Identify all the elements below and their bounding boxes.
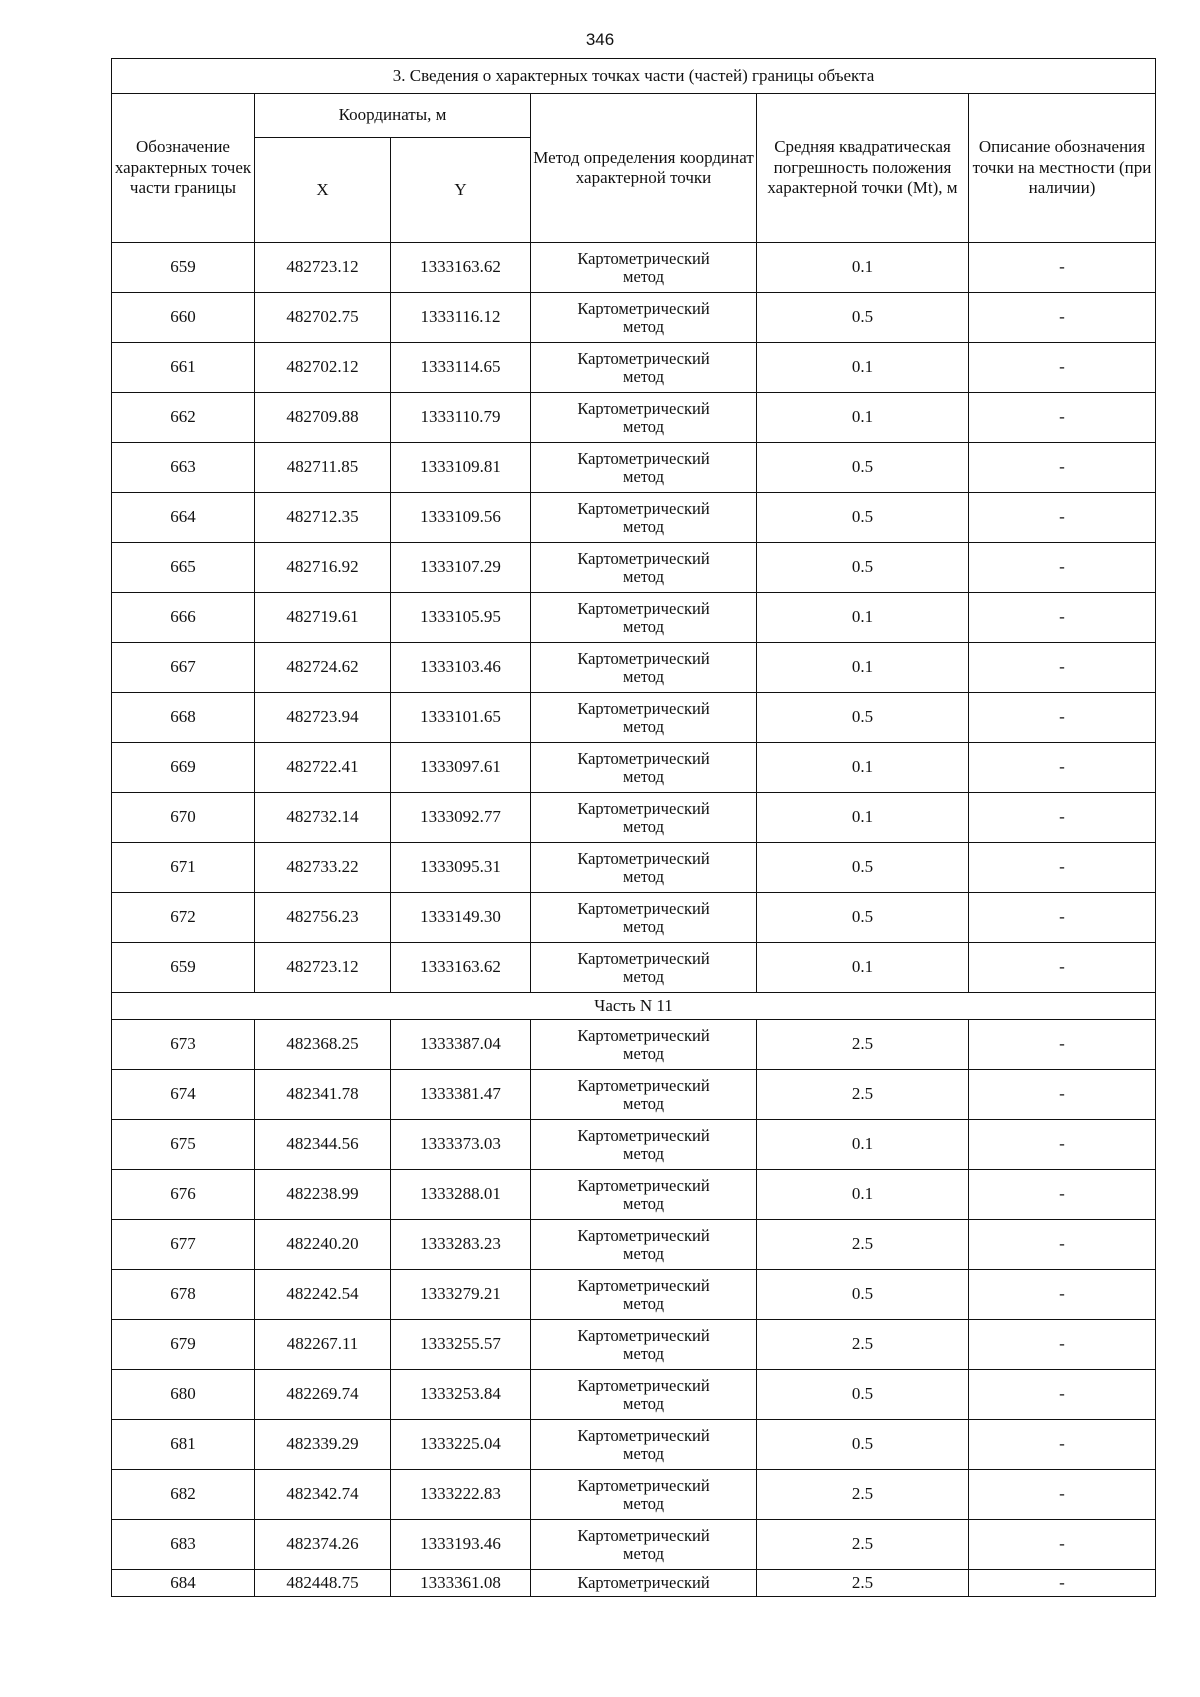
table-row	[112, 543, 1156, 593]
coord-x: 482711.85	[255, 443, 391, 493]
coord-y: 1333109.81	[391, 443, 531, 493]
method-cell	[531, 1170, 757, 1220]
method-line-1: Картометрический	[577, 699, 710, 719]
table-row	[112, 843, 1156, 893]
method-cell	[531, 543, 757, 593]
coord-x: 482723.12	[255, 243, 391, 293]
error-value: 2.5	[757, 1520, 969, 1570]
table-row	[112, 1470, 1156, 1520]
point-id: 679	[112, 1320, 255, 1370]
error-value: 0.1	[757, 593, 969, 643]
coord-x: 482267.11	[255, 1320, 391, 1370]
coord-y: 1333222.83	[391, 1470, 531, 1520]
method-line-1: Картометрический	[577, 499, 710, 519]
coord-y: 1333097.61	[391, 743, 531, 793]
error-value: 0.5	[757, 843, 969, 893]
method-cell	[531, 343, 757, 393]
method-line-1: Картометрический	[577, 899, 710, 919]
point-id: 671	[112, 843, 255, 893]
coord-y: 1333109.56	[391, 493, 531, 543]
point-id: 673	[112, 1020, 255, 1070]
method-line-2: метод	[623, 1393, 664, 1413]
description-value: -	[969, 343, 1156, 393]
point-id: 670	[112, 793, 255, 843]
method-cell	[531, 743, 757, 793]
error-value: 0.1	[757, 393, 969, 443]
method-line-2: метод	[623, 1293, 664, 1313]
description-value: -	[969, 1070, 1156, 1120]
coord-y: 1333095.31	[391, 843, 531, 893]
point-id: 672	[112, 893, 255, 943]
coord-x: 482238.99	[255, 1170, 391, 1220]
method-line-1: Картометрический	[577, 399, 710, 419]
point-id: 662	[112, 393, 255, 443]
point-id: 683	[112, 1520, 255, 1570]
point-id: 659	[112, 243, 255, 293]
description-value: -	[969, 593, 1156, 643]
description-value: -	[969, 1170, 1156, 1220]
coord-x: 482723.94	[255, 693, 391, 743]
table-row	[112, 793, 1156, 843]
coord-y: 1333163.62	[391, 243, 531, 293]
header-x: X	[255, 138, 391, 243]
coord-x: 482368.25	[255, 1020, 391, 1070]
table-row	[112, 1370, 1156, 1420]
header-coordinates: Координаты, м	[255, 94, 531, 138]
description-value: -	[969, 693, 1156, 743]
coord-x: 482716.92	[255, 543, 391, 593]
point-id: 669	[112, 743, 255, 793]
coord-y: 1333114.65	[391, 343, 531, 393]
method-line-2: метод	[623, 1193, 664, 1213]
method-line-1: Картометрический	[577, 1376, 710, 1396]
header-description: Описание обозначения точки на местности (при наличии)	[969, 94, 1156, 243]
method-cell	[531, 1120, 757, 1170]
method-line-1: Картометрический	[577, 1276, 710, 1296]
coord-y: 1333381.47	[391, 1070, 531, 1120]
method-line-2: метод	[623, 1493, 664, 1513]
table-row	[112, 1520, 1156, 1570]
coordinates-table	[111, 58, 1156, 1597]
method-cell	[531, 793, 757, 843]
method-cell	[531, 1470, 757, 1520]
method-cell	[531, 1020, 757, 1070]
table-row	[112, 943, 1156, 993]
method-cell	[531, 1520, 757, 1570]
method-line-2: метод	[623, 1143, 664, 1163]
method-line-1: Картометрический	[577, 949, 710, 969]
error-value: 0.5	[757, 493, 969, 543]
method-cell	[531, 243, 757, 293]
page-number: 346	[585, 30, 615, 49]
point-id: 676	[112, 1170, 255, 1220]
error-value: 2.5	[757, 1220, 969, 1270]
coord-y: 1333105.95	[391, 593, 531, 643]
method-line-1: Картометрический	[577, 549, 710, 569]
header-y: Y	[391, 138, 531, 243]
header-point: Обозначение характерных точек части границы	[112, 94, 255, 243]
point-id: 680	[112, 1370, 255, 1420]
method-line-2: метод	[623, 716, 664, 736]
table-row	[112, 1220, 1156, 1270]
table-row	[112, 1420, 1156, 1470]
error-value: 0.1	[757, 943, 969, 993]
method-line-1: Картометрический	[577, 449, 710, 469]
section-title: 3. Сведения о характерных точках части (частей) границы объекта	[112, 59, 1156, 94]
coord-y: 1333107.29	[391, 543, 531, 593]
method-line-1: Картометрический	[577, 749, 710, 769]
coord-x: 482242.54	[255, 1270, 391, 1320]
error-value: 0.1	[757, 793, 969, 843]
coord-x: 482756.23	[255, 893, 391, 943]
method-line-1: Картометрический	[577, 1426, 710, 1446]
description-value: -	[969, 893, 1156, 943]
method-line-2: метод	[623, 816, 664, 836]
error-value: 0.5	[757, 543, 969, 593]
coord-y: 1333225.04	[391, 1420, 531, 1470]
coord-x: 482709.88	[255, 393, 391, 443]
method-cell	[531, 943, 757, 993]
coord-y: 1333163.62	[391, 943, 531, 993]
coord-x: 482702.12	[255, 343, 391, 393]
coord-y: 1333116.12	[391, 293, 531, 343]
table-row	[112, 1170, 1156, 1220]
table-row	[112, 243, 1156, 293]
method-cell	[531, 693, 757, 743]
method-line-1: Картометрический	[577, 849, 710, 869]
method-line-1: Картометрический	[577, 1476, 710, 1496]
point-id: 660	[112, 293, 255, 343]
method-line-1: Картометрический	[577, 1126, 710, 1146]
method-cell	[531, 1270, 757, 1320]
point-id: 677	[112, 1220, 255, 1270]
part-label: Часть N 11	[112, 993, 1156, 1020]
coord-y: 1333092.77	[391, 793, 531, 843]
method-line-2: метод	[623, 516, 664, 536]
method-cell	[531, 643, 757, 693]
method-cell	[531, 293, 757, 343]
point-id: 678	[112, 1270, 255, 1320]
point-id: 667	[112, 643, 255, 693]
coord-y: 1333387.04	[391, 1020, 531, 1070]
method-line-2: метод	[623, 966, 664, 986]
method-line-1: Картометрический	[577, 1026, 710, 1046]
method-line-1: Картометрический	[577, 1176, 710, 1196]
description-value: -	[969, 1020, 1156, 1070]
coord-y: 1333103.46	[391, 643, 531, 693]
error-value: 0.1	[757, 1170, 969, 1220]
coord-x: 482712.35	[255, 493, 391, 543]
description-value: -	[969, 1470, 1156, 1520]
error-value: 0.5	[757, 693, 969, 743]
method-line-2: метод	[623, 316, 664, 336]
coord-y: 1333255.57	[391, 1320, 531, 1370]
description-value: -	[969, 1520, 1156, 1570]
coord-y: 1333288.01	[391, 1170, 531, 1220]
point-id: 682	[112, 1470, 255, 1520]
error-value: 0.5	[757, 293, 969, 343]
table-body-part-b	[112, 1020, 1156, 1570]
description-value: -	[969, 293, 1156, 343]
coord-x: 482724.62	[255, 643, 391, 693]
error-value: 2.5	[757, 1020, 969, 1070]
coord-x: 482448.75	[255, 1570, 391, 1597]
point-id: 659	[112, 943, 255, 993]
description-value: -	[969, 393, 1156, 443]
method-line-2: метод	[623, 566, 664, 586]
table-row	[112, 1120, 1156, 1170]
point-id: 674	[112, 1070, 255, 1120]
error-value: 0.5	[757, 1270, 969, 1320]
error-value: 0.1	[757, 643, 969, 693]
coord-x: 482374.26	[255, 1520, 391, 1570]
coord-y: 1333361.08	[391, 1570, 531, 1597]
method-line-1: Картометрический	[577, 799, 710, 819]
table-row	[112, 1070, 1156, 1120]
method-line-2: метод	[623, 1443, 664, 1463]
method-cell: Картометрический	[531, 1570, 757, 1597]
description-value: -	[969, 443, 1156, 493]
coord-y: 1333110.79	[391, 393, 531, 443]
coord-x: 482719.61	[255, 593, 391, 643]
method-cell	[531, 443, 757, 493]
table-row	[112, 293, 1156, 343]
method-line-2: метод	[623, 866, 664, 886]
part-row	[112, 993, 1156, 1020]
error-value: 0.1	[757, 243, 969, 293]
method-line-2: метод	[623, 916, 664, 936]
method-cell	[531, 843, 757, 893]
error-value: 0.1	[757, 343, 969, 393]
error-value: 0.1	[757, 1120, 969, 1170]
coord-x: 482339.29	[255, 1420, 391, 1470]
method-cell	[531, 393, 757, 443]
error-value: 0.1	[757, 743, 969, 793]
table-row	[112, 393, 1156, 443]
error-value: 2.5	[757, 1470, 969, 1520]
error-value: 0.5	[757, 1370, 969, 1420]
method-cell	[531, 1070, 757, 1120]
method-line-2: метод	[623, 1343, 664, 1363]
coord-y: 1333279.21	[391, 1270, 531, 1320]
method-line-2: метод	[623, 766, 664, 786]
method-line-2: метод	[623, 1093, 664, 1113]
table-row	[112, 743, 1156, 793]
method-cell	[531, 1220, 757, 1270]
method-line-1: Картометрический	[577, 299, 710, 319]
description-value: -	[969, 843, 1156, 893]
error-value: 2.5	[757, 1570, 969, 1597]
method-line-2: метод	[623, 416, 664, 436]
table-row	[112, 893, 1156, 943]
method-line-2: метод	[623, 1543, 664, 1563]
coord-x: 482723.12	[255, 943, 391, 993]
method-cell	[531, 893, 757, 943]
method-line-1: Картометрический	[577, 649, 710, 669]
error-value: 2.5	[757, 1320, 969, 1370]
method-cell	[531, 1420, 757, 1470]
point-id: 666	[112, 593, 255, 643]
coord-x: 482341.78	[255, 1070, 391, 1120]
method-line-2: метод	[623, 1043, 664, 1063]
description-value: -	[969, 1270, 1156, 1320]
method-line-1: Картометрический	[577, 249, 710, 269]
description-value: -	[969, 543, 1156, 593]
description-value: -	[969, 643, 1156, 693]
method-cell	[531, 1320, 757, 1370]
error-value: 0.5	[757, 1420, 969, 1470]
method-line-2: метод	[623, 616, 664, 636]
coord-x: 482702.75	[255, 293, 391, 343]
error-value: 2.5	[757, 1070, 969, 1120]
coord-y: 1333149.30	[391, 893, 531, 943]
description-value: -	[969, 493, 1156, 543]
method-cell	[531, 1370, 757, 1420]
description-value: -	[969, 743, 1156, 793]
description-value: -	[969, 1220, 1156, 1270]
coord-y: 1333283.23	[391, 1220, 531, 1270]
error-value: 0.5	[757, 443, 969, 493]
method-line-1: Картометрический	[577, 1226, 710, 1246]
method-line-1: Картометрический	[577, 1526, 710, 1546]
table-row	[112, 1270, 1156, 1320]
method-line-1: Картометрический	[577, 1076, 710, 1096]
table-row	[112, 1020, 1156, 1070]
method-line-2: метод	[623, 1243, 664, 1263]
description-value: -	[969, 1570, 1156, 1597]
error-value: 0.5	[757, 893, 969, 943]
method-line-2: метод	[623, 466, 664, 486]
table-row	[112, 443, 1156, 493]
point-id: 668	[112, 693, 255, 743]
header-error: Средняя квадратическая погрешность положения характерной точки (Mt), м	[757, 94, 969, 243]
coord-x: 482240.20	[255, 1220, 391, 1270]
coord-x: 482732.14	[255, 793, 391, 843]
coord-y: 1333253.84	[391, 1370, 531, 1420]
coord-x: 482269.74	[255, 1370, 391, 1420]
description-value: -	[969, 1120, 1156, 1170]
description-value: -	[969, 1370, 1156, 1420]
point-id: 665	[112, 543, 255, 593]
point-id: 675	[112, 1120, 255, 1170]
method-line-1: Картометрический	[577, 599, 710, 619]
coord-y: 1333373.03	[391, 1120, 531, 1170]
coord-y: 1333101.65	[391, 693, 531, 743]
method-line-2: метод	[623, 266, 664, 286]
table-body-part-a	[112, 243, 1156, 993]
point-id: 664	[112, 493, 255, 543]
coord-x: 482342.74	[255, 1470, 391, 1520]
point-id: 684	[112, 1570, 255, 1597]
point-id: 663	[112, 443, 255, 493]
description-value: -	[969, 793, 1156, 843]
method-cell	[531, 593, 757, 643]
description-value: -	[969, 1420, 1156, 1470]
table-row	[112, 693, 1156, 743]
method-line-2: метод	[623, 366, 664, 386]
coord-x: 482733.22	[255, 843, 391, 893]
point-id: 681	[112, 1420, 255, 1470]
coord-y: 1333193.46	[391, 1520, 531, 1570]
point-id: 661	[112, 343, 255, 393]
table-row	[112, 593, 1156, 643]
table-row	[112, 493, 1156, 543]
table-row	[112, 343, 1156, 393]
table-row	[112, 1320, 1156, 1370]
method-line-1: Картометрический	[577, 349, 710, 369]
description-value: -	[969, 243, 1156, 293]
coord-x: 482722.41	[255, 743, 391, 793]
description-value: -	[969, 943, 1156, 993]
method-cell	[531, 493, 757, 543]
method-line-2: метод	[623, 666, 664, 686]
table-row	[112, 1570, 1156, 1597]
header-method: Метод определения координат характерной точки	[531, 94, 757, 243]
method-line-1: Картометрический	[577, 1326, 710, 1346]
description-value: -	[969, 1320, 1156, 1370]
coord-x: 482344.56	[255, 1120, 391, 1170]
table-row	[112, 643, 1156, 693]
